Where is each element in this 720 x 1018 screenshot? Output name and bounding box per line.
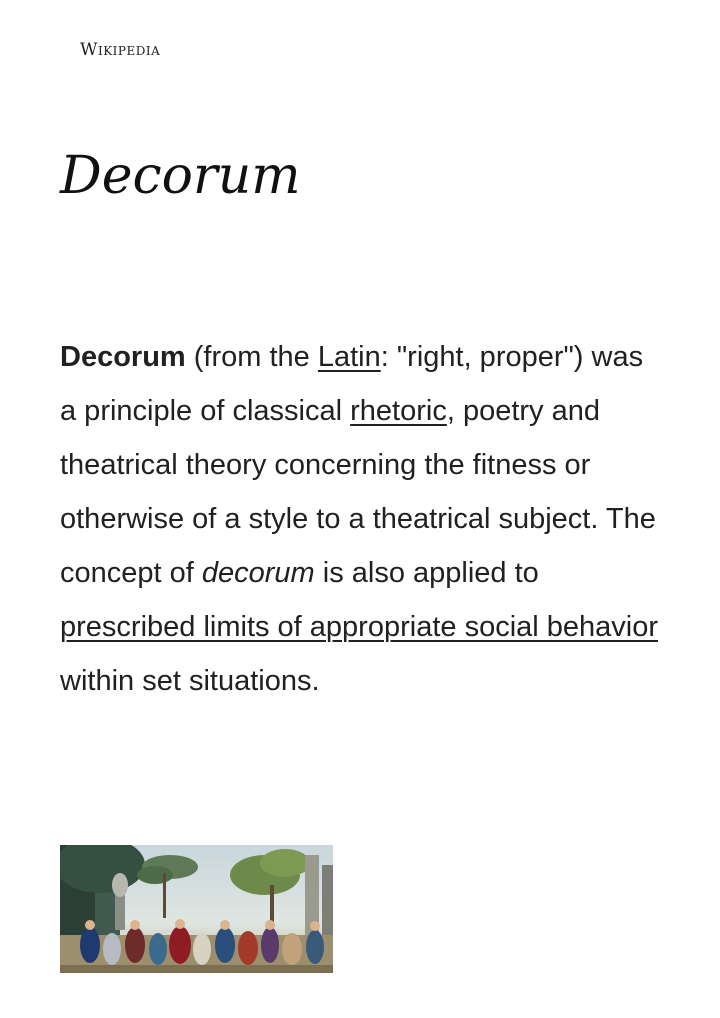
- link-rhetoric[interactable]: rhetoric: [350, 395, 447, 427]
- article-body: [60, 330, 660, 708]
- article-image[interactable]: [60, 845, 333, 973]
- text-segment: is also applied to: [314, 557, 539, 589]
- wikipedia-wordmark[interactable]: Wikipedia: [80, 40, 161, 60]
- link-latin[interactable]: Latin: [317, 341, 381, 373]
- italic-term: decorum: [201, 557, 315, 589]
- page-title: Decorum: [60, 146, 301, 206]
- bold-term: Decorum: [60, 341, 186, 373]
- text-segment: (from the: [185, 341, 318, 373]
- text-segment: , poetry and theatrical theory concerning the fitness or otherwise of a style to a theatrical subject. The concept of: [60, 395, 656, 589]
- link-social-behavior[interactable]: prescribed limits of appropriate social behavior: [60, 611, 659, 643]
- text-segment: : "right, proper") was a principle of classical: [60, 341, 644, 427]
- text-segment: within set situations.: [60, 665, 320, 697]
- lead-paragraph: [60, 330, 660, 708]
- classical-painting-image: [60, 845, 333, 973]
